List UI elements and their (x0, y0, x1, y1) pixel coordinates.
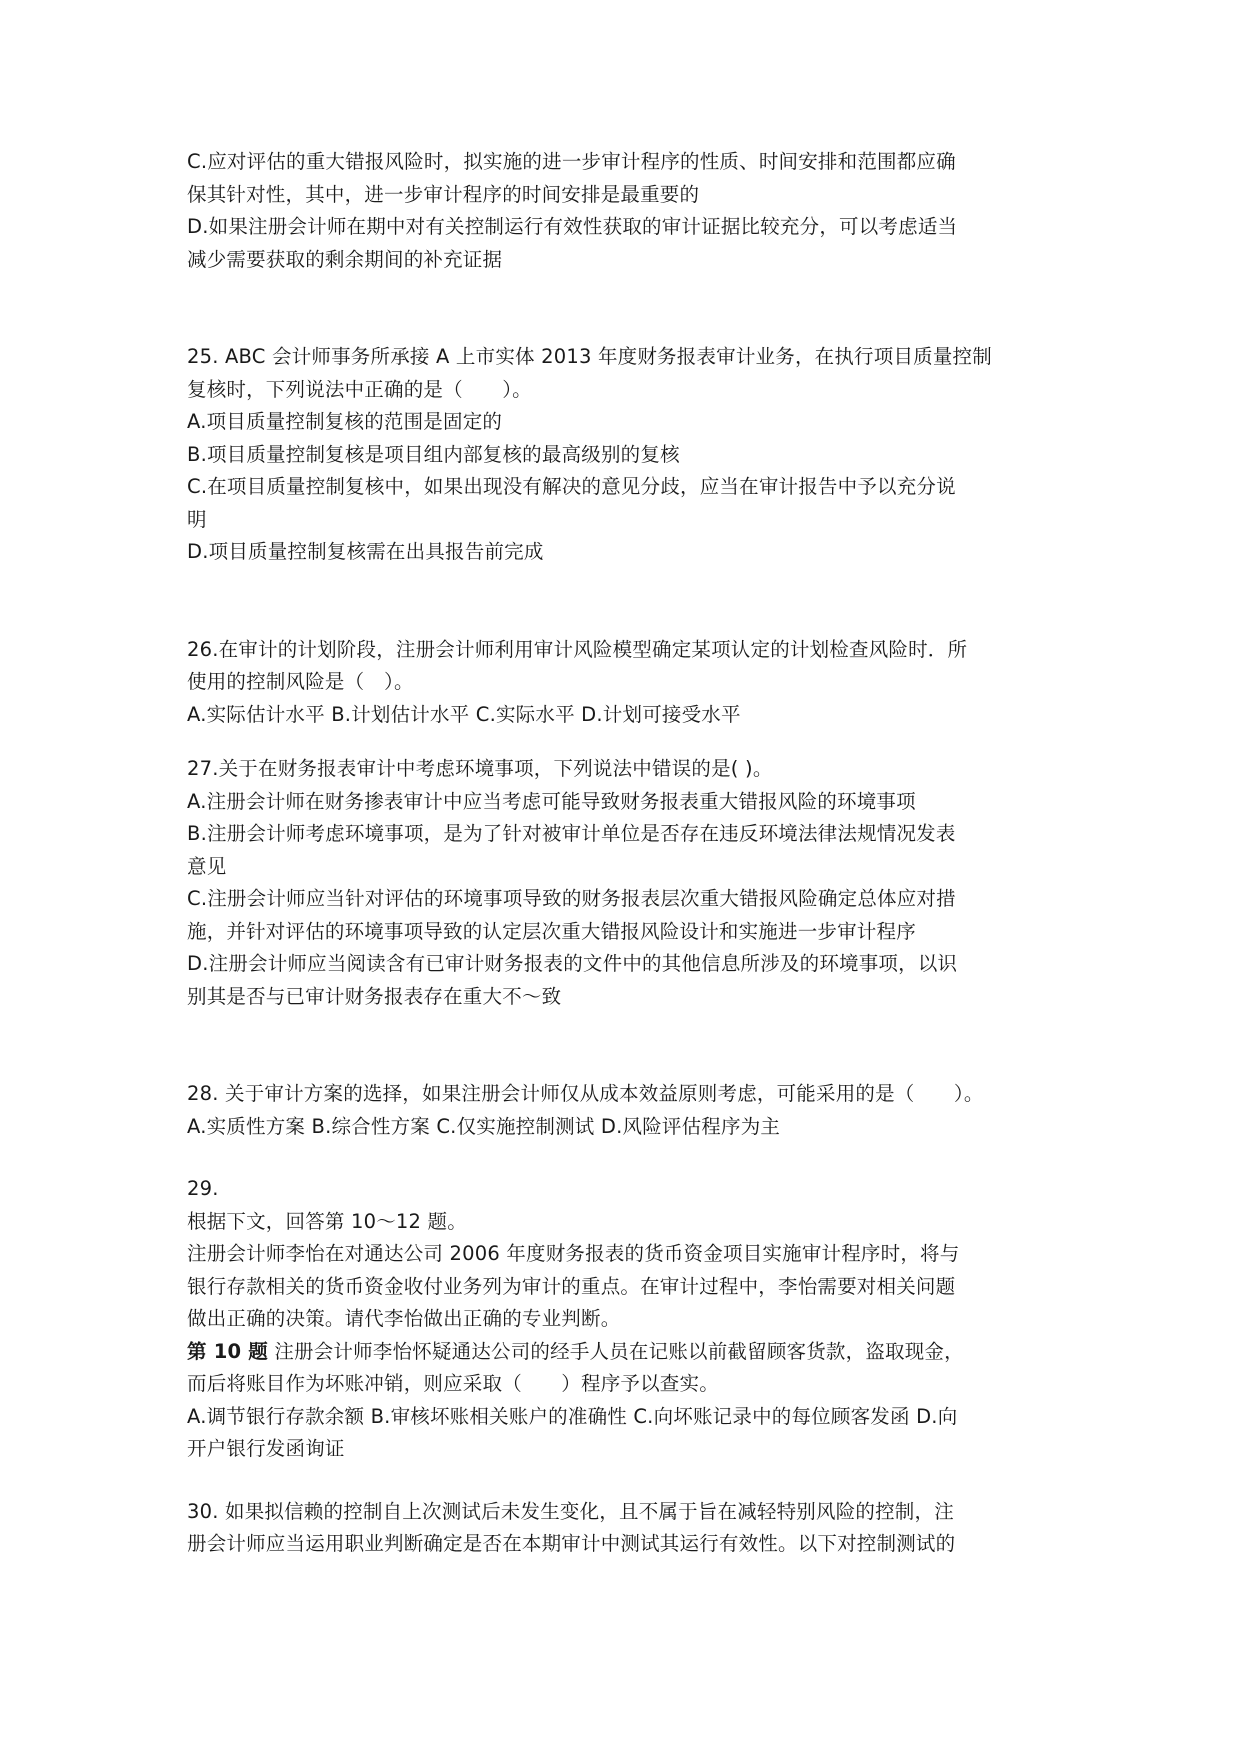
q29-context-line2: 银行存款相关的货币资金收付业务列为审计的重点。在审计过程中，李怡需要对相关问题 (187, 1274, 956, 1298)
q24-option-d-line1: D.如果注册会计师在期中对有关控制运行有效性获取的审计证据比较充分，可以考虑适当 (187, 215, 958, 238)
q24-option-c-line2: 保其针对性，其中，进一步审计程序的时间安排是最重要的 (187, 182, 700, 206)
question-25 (187, 341, 1087, 569)
question-24-tail (187, 146, 1087, 276)
q24-option-d-line2: 减少需要获取的剩余期间的补充证据 (187, 247, 503, 271)
q25-option-c-line2: 明 (187, 507, 207, 531)
q30-stem-line2: 册会计师应当运用职业判断确定是否在本期审计中测试其运行有效性。以下对控制测试的 (187, 1532, 956, 1555)
spacer (187, 1466, 1087, 1496)
q27-stem: 27.关于在财务报表审计中考虑环境事项，下列说法中错误的是( )。 (187, 757, 773, 780)
spacer (187, 1143, 1087, 1173)
q27-option-d-line2: 别其是否与已审计财务报表存在重大不～致 (187, 984, 562, 1008)
spacer (187, 1013, 1087, 1078)
q26-options: A.实际估计水平 B.计划估计水平 C.实际水平 D.计划可接受水平 (187, 702, 741, 726)
q26-stem-line2: 使用的控制风险是（ ）。 (187, 670, 414, 693)
q25-option-a: A.项目质量控制复核的范围是固定的 (187, 410, 503, 433)
q27-option-c-line1: C.注册会计师应当针对评估的环境事项导致的财务报表层次重大错报风险确定总体应对措 (187, 887, 956, 910)
question-27 (187, 753, 1087, 1013)
q25-option-b: B.项目质量控制复核是项目组内部复核的最高级别的复核 (187, 442, 680, 466)
question-26 (187, 634, 1087, 732)
q25-stem-line2: 复核时，下列说法中正确的是（ ）。 (187, 377, 532, 401)
spacer (187, 731, 1087, 753)
q24-option-c-line1: C.应对评估的重大错报风险时，拟实施的进一步审计程序的性质、时间安排和范围都应确 (187, 150, 956, 173)
q27-option-a: A.注册会计师在财务掺表审计中应当考虑可能导致财务报表重大错报风险的环境事项 (187, 789, 916, 813)
q29-options-line2: 开户银行发函询证 (187, 1437, 345, 1460)
q29-context-line3: 做出正确的决策。请代李怡做出正确的专业判断。 (187, 1307, 621, 1330)
q29-sub-question-line1 (187, 1336, 1087, 1369)
q29-sub-question-stem: 注册会计师李怡怀疑通达公司的经手人员在记账以前截留顾客货款，盗取现金， (267, 1339, 964, 1363)
spacer (187, 569, 1087, 634)
q28-options: A.实质性方案 B.综合性方案 C.仅实施控制测试 D.风险评估程序为主 (187, 1114, 781, 1138)
q29-sub-question-line2: 而后将账目作为坏账冲销，则应采取（ ）程序予以查实。 (187, 1372, 719, 1395)
question-29 (187, 1173, 1087, 1466)
q26-stem-line1: 26.在审计的计划阶段，注册会计师利用审计风险模型确定某项认定的计划检查风险时．所 (187, 637, 968, 661)
question-28 (187, 1078, 1087, 1143)
page-content (187, 146, 1087, 1561)
q28-stem: 28. 关于审计方案的选择，如果注册会计师仅从成本效益原则考虑，可能采用的是（ ）。 (187, 1082, 984, 1105)
q27-option-b-line2: 意见 (187, 854, 227, 878)
q29-sub-question-label: 第 10 题 (187, 1339, 268, 1363)
q27-option-d-line1: D.注册会计师应当阅读含有已审计财务报表的文件中的其他信息所涉及的环境事项，以识 (187, 952, 958, 975)
q25-option-c-line1: C.在项目质量控制复核中，如果出现没有解决的意见分歧，应当在审计报告中予以充分说 (187, 475, 956, 498)
q27-option-b-line1: B.注册会计师考虑环境事项，是为了针对被审计单位是否存在违反环境法律法规情况发表 (187, 822, 956, 845)
q29-context-line1: 注册会计师李怡在对通达公司 2006 年度财务报表的货币资金项目实施审计程序时，将与 (187, 1242, 960, 1265)
q29-intro: 根据下文，回答第 10～12 题。 (187, 1209, 467, 1233)
q25-stem-line1: 25. ABC 会计师事务所承接 A 上市实体 2013 年度财务报表审计业务，在执行项目质量控制 (187, 345, 992, 368)
q25-option-d: D.项目质量控制复核需在出具报告前完成 (187, 540, 544, 563)
q29-options-line1: A.调节银行存款余额 B.审核坏账相关账户的准确性 C.向坏账记录中的每位顾客发函 D.向 (187, 1404, 958, 1428)
q27-option-c-line2: 施，并针对评估的环境事项导致的认定层次重大错报风险设计和实施进一步审计程序 (187, 919, 916, 943)
spacer (187, 276, 1087, 341)
question-30 (187, 1496, 1087, 1561)
q30-stem-line1: 30. 如果拟信赖的控制自上次测试后未发生变化，且不属于旨在减轻特别风险的控制，注 (187, 1499, 954, 1523)
q29-number: 29. (187, 1177, 219, 1200)
